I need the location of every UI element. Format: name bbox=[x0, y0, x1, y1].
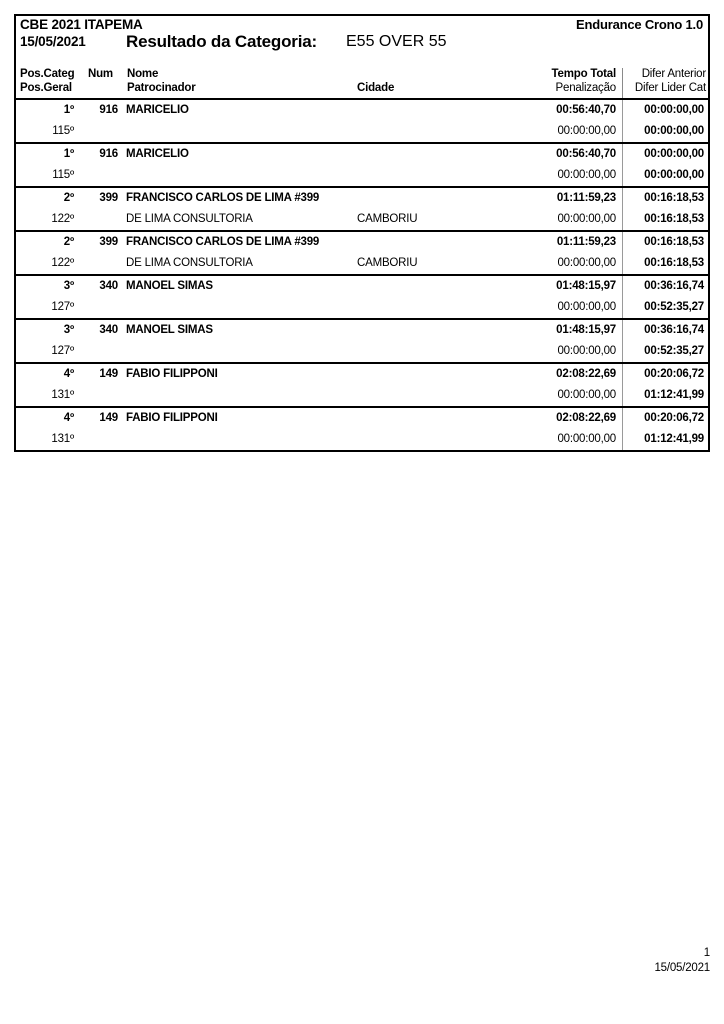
column-divider bbox=[622, 68, 623, 98]
page-title: Resultado da Categoria: bbox=[126, 32, 317, 51]
cell-difer-anterior: 00:00:00,00 bbox=[644, 104, 704, 116]
cell-num: 340 bbox=[99, 280, 118, 292]
table-row-line-primary bbox=[16, 408, 708, 429]
cell-tempo-total: 00:56:40,70 bbox=[556, 104, 616, 116]
cell-num: 149 bbox=[99, 412, 118, 424]
cell-pos-geral: 131º bbox=[51, 389, 74, 401]
report-header bbox=[16, 16, 708, 68]
cell-patrocinador: DE LIMA CONSULTORIA bbox=[126, 257, 253, 269]
cell-difer-anterior: 00:36:16,74 bbox=[644, 280, 704, 292]
cell-tempo-total: 01:48:15,97 bbox=[556, 324, 616, 336]
table-row-line-secondary bbox=[16, 165, 708, 186]
table-row[interactable] bbox=[16, 276, 708, 320]
table-row-line-primary bbox=[16, 320, 708, 341]
table-row-line-primary bbox=[16, 364, 708, 385]
cell-penalizacao: 00:00:00,00 bbox=[557, 213, 616, 225]
column-header-cidade: Cidade bbox=[357, 82, 395, 94]
cell-pos-geral: 127º bbox=[51, 301, 74, 313]
cell-pos-geral: 115º bbox=[52, 125, 74, 137]
cell-nome: MARICELIO bbox=[126, 104, 189, 116]
column-header-pos-categ: Pos.Categ bbox=[20, 68, 75, 80]
cell-pos-categ: 3º bbox=[63, 280, 74, 292]
table-row-line-secondary bbox=[16, 429, 708, 450]
cell-difer-lider-cat: 01:12:41,99 bbox=[644, 433, 704, 445]
cell-penalizacao: 00:00:00,00 bbox=[557, 389, 616, 401]
table-row-line-secondary bbox=[16, 209, 708, 230]
cell-difer-anterior: 00:36:16,74 bbox=[644, 324, 704, 336]
table-row-line-secondary bbox=[16, 341, 708, 362]
cell-pos-categ: 3º bbox=[63, 324, 74, 336]
cell-difer-anterior: 00:00:00,00 bbox=[644, 148, 704, 160]
column-header-difer-lider-cat: Difer Lider Cat bbox=[634, 82, 706, 94]
column-header-row bbox=[16, 68, 708, 100]
cell-difer-anterior: 00:20:06,72 bbox=[644, 368, 704, 380]
results-table bbox=[14, 14, 710, 452]
cell-num: 916 bbox=[99, 104, 118, 116]
cell-nome: FABIO FILIPPONI bbox=[126, 368, 218, 380]
table-row[interactable] bbox=[16, 232, 708, 276]
cell-nome: MANOEL SIMAS bbox=[126, 280, 213, 292]
table-row-line-primary bbox=[16, 100, 708, 121]
cell-pos-categ: 2º bbox=[63, 192, 74, 204]
column-header-difer-anterior: Difer Anterior bbox=[641, 68, 706, 80]
table-row[interactable] bbox=[16, 100, 708, 144]
cell-pos-geral: 122º bbox=[51, 257, 74, 269]
cell-difer-anterior: 00:16:18,53 bbox=[644, 192, 704, 204]
event-date: 15/05/2021 bbox=[20, 34, 86, 49]
table-row-line-primary bbox=[16, 232, 708, 253]
cell-penalizacao: 00:00:00,00 bbox=[557, 345, 616, 357]
cell-cidade: CAMBORIU bbox=[357, 213, 418, 225]
table-row-line-primary bbox=[16, 276, 708, 297]
table-row[interactable] bbox=[16, 408, 708, 450]
table-row-line-secondary bbox=[16, 121, 708, 142]
cell-penalizacao: 00:00:00,00 bbox=[557, 169, 616, 181]
cell-tempo-total: 02:08:22,69 bbox=[556, 368, 616, 380]
cell-difer-lider-cat: 00:52:35,27 bbox=[644, 345, 704, 357]
cell-nome: MANOEL SIMAS bbox=[126, 324, 213, 336]
table-row[interactable] bbox=[16, 364, 708, 408]
table-row-line-secondary bbox=[16, 253, 708, 274]
cell-tempo-total: 01:11:59,23 bbox=[556, 236, 616, 248]
entries-container bbox=[16, 100, 708, 450]
cell-num: 399 bbox=[99, 236, 118, 248]
cell-num: 149 bbox=[99, 368, 118, 380]
column-header-tempo-total: Tempo Total bbox=[551, 68, 616, 80]
cell-pos-geral: 131º bbox=[51, 433, 74, 445]
cell-pos-geral: 127º bbox=[51, 345, 74, 357]
cell-nome: FABIO FILIPPONI bbox=[126, 412, 218, 424]
cell-pos-categ: 2º bbox=[63, 236, 74, 248]
table-row-line-secondary bbox=[16, 297, 708, 318]
cell-nome: MARICELIO bbox=[126, 148, 189, 160]
cell-difer-lider-cat: 00:16:18,53 bbox=[644, 257, 704, 269]
cell-tempo-total: 02:08:22,69 bbox=[556, 412, 616, 424]
cell-penalizacao: 00:00:00,00 bbox=[557, 257, 616, 269]
table-row-line-primary bbox=[16, 144, 708, 165]
cell-cidade: CAMBORIU bbox=[357, 257, 418, 269]
cell-pos-geral: 122º bbox=[51, 213, 74, 225]
table-row[interactable] bbox=[16, 188, 708, 232]
cell-num: 399 bbox=[99, 192, 118, 204]
cell-num: 340 bbox=[99, 324, 118, 336]
footer-print-date: 15/05/2021 bbox=[654, 962, 710, 974]
cell-pos-categ: 1º bbox=[63, 104, 74, 116]
table-row-line-primary bbox=[16, 188, 708, 209]
cell-difer-lider-cat: 00:00:00,00 bbox=[644, 169, 704, 181]
cell-nome: FRANCISCO CARLOS DE LIMA #399 bbox=[126, 192, 320, 204]
cell-num: 916 bbox=[99, 148, 118, 160]
table-row[interactable] bbox=[16, 320, 708, 364]
cell-patrocinador: DE LIMA CONSULTORIA bbox=[126, 213, 253, 225]
column-header-penalizacao: Penalização bbox=[555, 82, 616, 94]
cell-difer-lider-cat: 01:12:41,99 bbox=[644, 389, 704, 401]
cell-pos-geral: 115º bbox=[52, 169, 74, 181]
cell-pos-categ: 4º bbox=[63, 412, 74, 424]
table-row[interactable] bbox=[16, 144, 708, 188]
cell-difer-lider-cat: 00:16:18,53 bbox=[644, 213, 704, 225]
cell-penalizacao: 00:00:00,00 bbox=[557, 433, 616, 445]
cell-nome: FRANCISCO CARLOS DE LIMA #399 bbox=[126, 236, 320, 248]
cell-difer-anterior: 00:20:06,72 bbox=[644, 412, 704, 424]
cell-pos-categ: 1º bbox=[63, 148, 74, 160]
column-header-pos-geral: Pos.Geral bbox=[20, 82, 72, 94]
software-title: Endurance Crono 1.0 bbox=[576, 17, 703, 32]
footer-page-number: 1 bbox=[703, 947, 710, 959]
page-footer bbox=[410, 946, 710, 976]
category-name: E55 OVER 55 bbox=[346, 33, 447, 50]
table-row-line-secondary bbox=[16, 385, 708, 406]
cell-tempo-total: 00:56:40,70 bbox=[556, 148, 616, 160]
cell-pos-categ: 4º bbox=[63, 368, 74, 380]
cell-penalizacao: 00:00:00,00 bbox=[557, 125, 616, 137]
cell-difer-lider-cat: 00:52:35,27 bbox=[644, 301, 704, 313]
cell-tempo-total: 01:48:15,97 bbox=[556, 280, 616, 292]
cell-difer-anterior: 00:16:18,53 bbox=[644, 236, 704, 248]
cell-tempo-total: 01:11:59,23 bbox=[556, 192, 616, 204]
column-header-patrocinador: Patrocinador bbox=[127, 82, 196, 94]
cell-difer-lider-cat: 00:00:00,00 bbox=[644, 125, 704, 137]
column-header-nome: Nome bbox=[127, 68, 159, 80]
column-header-num: Num bbox=[88, 68, 113, 80]
event-name: CBE 2021 ITAPEMA bbox=[20, 17, 143, 32]
cell-penalizacao: 00:00:00,00 bbox=[557, 301, 616, 313]
